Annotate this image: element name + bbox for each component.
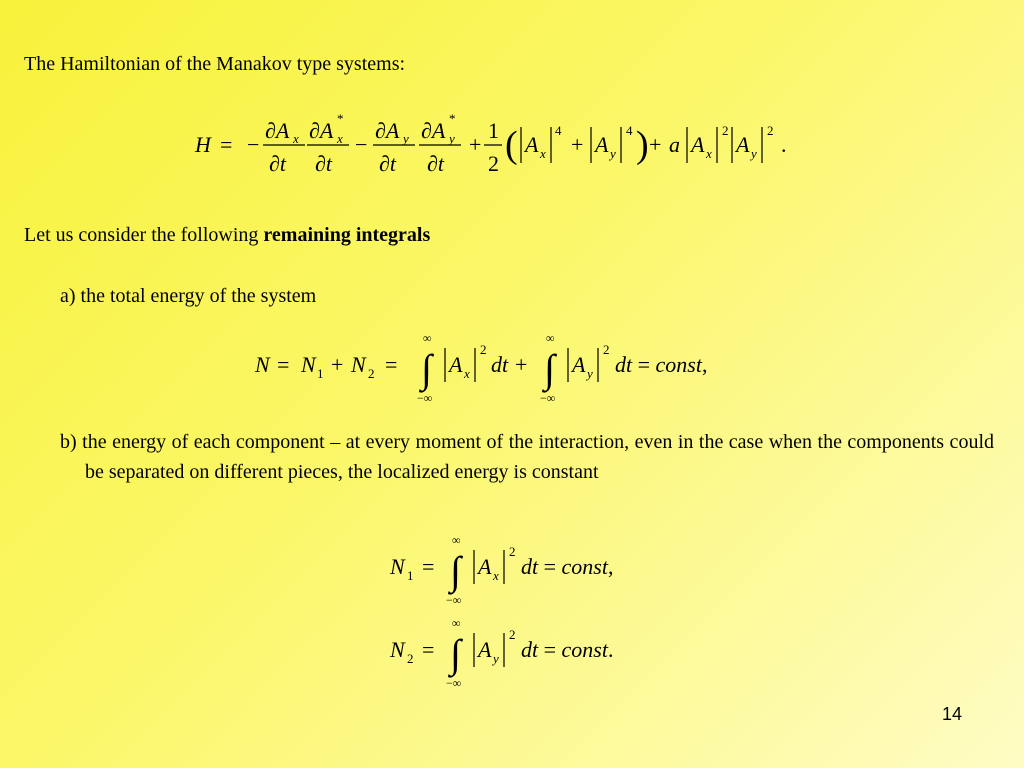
svg-text:∫: ∫	[450, 631, 461, 676]
svg-text:∂A: ∂A	[309, 118, 334, 143]
intro-line	[24, 220, 430, 250]
svg-text:y: y	[403, 131, 409, 146]
svg-text:∞: ∞	[452, 616, 461, 630]
n1-equation	[390, 532, 650, 607]
remaining-integrals-label: remaining integrals	[263, 224, 431, 246]
item-a: a) the total energy of the system	[60, 285, 317, 307]
svg-text:∂t: ∂t	[315, 151, 332, 176]
svg-text:N: N	[351, 352, 366, 377]
svg-text:2: 2	[509, 544, 516, 559]
svg-text:y: y	[449, 131, 455, 146]
svg-text:2: 2	[368, 366, 375, 381]
svg-text:x: x	[337, 131, 343, 146]
svg-text:*: *	[337, 111, 344, 126]
svg-text:=: =	[220, 132, 233, 157]
svg-text:∂A: ∂A	[375, 118, 400, 143]
svg-text:2: 2	[480, 342, 487, 357]
svg-text:∂t: ∂t	[379, 151, 396, 176]
total-energy-equation	[255, 330, 735, 405]
svg-text:dt = const,: dt = const,	[615, 352, 708, 377]
n2-equation	[390, 615, 650, 690]
svg-text:∂A: ∂A	[421, 118, 446, 143]
svg-text:2: 2	[722, 123, 729, 138]
svg-text:−∞: −∞	[446, 593, 462, 607]
svg-text:y: y	[751, 146, 757, 161]
svg-text:+: +	[331, 352, 344, 377]
svg-text:A: A	[478, 637, 492, 662]
svg-text:∞: ∞	[546, 331, 555, 345]
svg-text:+: +	[515, 352, 528, 377]
svg-text:∂t: ∂t	[269, 151, 286, 176]
svg-text:−∞: −∞	[417, 391, 433, 405]
svg-text:−: −	[247, 132, 260, 157]
svg-text:2: 2	[407, 651, 414, 666]
svg-text:∂A: ∂A	[265, 118, 290, 143]
svg-text:∫: ∫	[450, 548, 461, 593]
svg-text:(: (	[505, 124, 518, 166]
hamiltonian-heading: The Hamiltonian of the Manakov type systems:	[24, 53, 406, 75]
svg-text:A: A	[736, 132, 750, 157]
svg-text:x: x	[706, 146, 712, 161]
svg-text:2: 2	[603, 342, 610, 357]
svg-text:2: 2	[488, 151, 499, 176]
svg-text:N: N	[255, 352, 270, 377]
svg-text:2: 2	[509, 627, 516, 642]
svg-text:+: +	[469, 132, 482, 157]
svg-text:A: A	[525, 132, 539, 157]
svg-text:∂t: ∂t	[427, 151, 444, 176]
intro-prefix: Let us consider the following	[24, 224, 264, 246]
hamiltonian-equation	[195, 105, 805, 180]
svg-text:+: +	[571, 132, 584, 157]
svg-text:=: =	[277, 352, 290, 377]
svg-text:N: N	[390, 554, 405, 579]
svg-text:A: A	[691, 132, 705, 157]
svg-text:+: +	[649, 132, 662, 157]
svg-text:dt = const,: dt = const,	[521, 554, 614, 579]
svg-text:dt: dt	[491, 352, 509, 377]
svg-text:4: 4	[626, 123, 633, 138]
svg-text:=: =	[385, 352, 398, 377]
svg-text:−: −	[355, 132, 368, 157]
svg-text:A: A	[595, 132, 609, 157]
svg-text:dt = const.: dt = const.	[521, 637, 614, 662]
svg-text:*: *	[449, 111, 456, 126]
svg-text:x: x	[464, 366, 470, 381]
svg-text:y: y	[610, 146, 616, 161]
svg-text:∫: ∫	[544, 346, 555, 391]
svg-text:x: x	[540, 146, 546, 161]
item-b: b) the energy of each component – at every moment of the interaction, even in the case when the components could be separated on different pieces, the localized energy is constant	[60, 431, 994, 483]
svg-text:y: y	[493, 651, 499, 666]
svg-text:.: .	[781, 132, 787, 157]
svg-text:∞: ∞	[452, 533, 461, 547]
svg-text:1: 1	[317, 366, 324, 381]
svg-text:A: A	[478, 554, 492, 579]
svg-text:N: N	[390, 637, 405, 662]
svg-text:N: N	[301, 352, 316, 377]
svg-text:2: 2	[767, 123, 774, 138]
svg-text:a: a	[669, 132, 680, 157]
svg-text:−∞: −∞	[540, 391, 556, 405]
slide-number: 14	[941, 704, 962, 724]
svg-text:y: y	[587, 366, 593, 381]
svg-text:∞: ∞	[423, 331, 432, 345]
svg-text:H: H	[195, 132, 211, 157]
svg-text:=: =	[422, 554, 435, 579]
svg-text:x: x	[293, 131, 299, 146]
svg-text:4: 4	[555, 123, 562, 138]
svg-text:1: 1	[407, 568, 414, 583]
svg-text:): )	[636, 124, 649, 166]
svg-text:1: 1	[488, 118, 499, 143]
svg-text:A: A	[449, 352, 463, 377]
svg-text:x: x	[493, 568, 499, 583]
svg-text:=: =	[422, 637, 435, 662]
svg-text:A: A	[572, 352, 586, 377]
svg-text:∫: ∫	[421, 346, 432, 391]
svg-text:−∞: −∞	[446, 676, 462, 690]
